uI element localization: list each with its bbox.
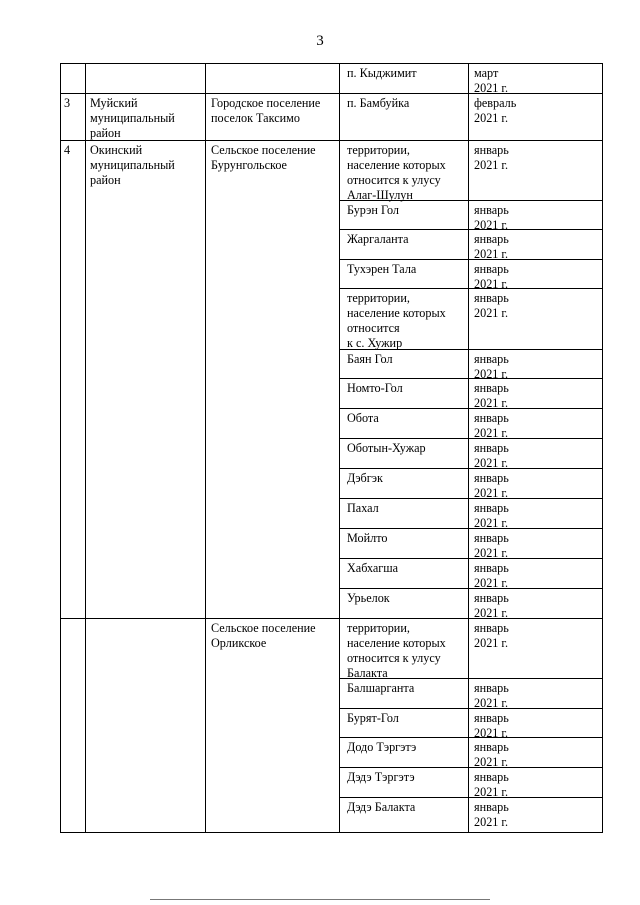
row-number-cell: 4 bbox=[64, 143, 71, 157]
table-column-border bbox=[205, 63, 206, 832]
table-column-border bbox=[339, 63, 340, 832]
date-cell: январь 2021 г. bbox=[474, 770, 509, 799]
table-row-border bbox=[60, 832, 603, 833]
locality-cell: Дэдэ Тэргэтэ bbox=[347, 770, 415, 784]
locality-cell: Обота bbox=[347, 411, 379, 425]
date-cell: январь 2021 г. bbox=[474, 621, 509, 650]
date-cell: январь 2021 г. bbox=[474, 681, 509, 710]
locality-cell: Бурэн Гол bbox=[347, 203, 399, 217]
date-cell: январь 2021 г. bbox=[474, 143, 509, 172]
table-column-border bbox=[85, 63, 86, 832]
locality-cell: Хабхагша bbox=[347, 561, 399, 575]
date-cell: январь 2021 г. bbox=[474, 471, 509, 500]
row-number-cell: 3 bbox=[64, 96, 71, 110]
footer-rule bbox=[150, 899, 490, 900]
locality-cell: Пахал bbox=[347, 501, 379, 515]
locality-cell: Тухэрен Тала bbox=[347, 262, 417, 276]
date-cell: январь 2021 г. bbox=[474, 262, 509, 291]
locality-cell: Номто-Гол bbox=[347, 381, 403, 395]
date-cell: январь 2021 г. bbox=[474, 352, 509, 381]
locality-cell: Додо Тэргэтэ bbox=[347, 740, 417, 754]
locality-cell: территории, население которых относится к улусу Балакта bbox=[347, 621, 446, 680]
date-cell: январь 2021 г. bbox=[474, 501, 509, 530]
date-cell: февраль 2021 г. bbox=[474, 96, 517, 125]
settlement-cell: Городское поселение поселок Таксимо bbox=[211, 96, 321, 125]
date-cell: январь 2021 г. bbox=[474, 381, 509, 410]
settlement-cell: Сельское поселение Орликское bbox=[211, 621, 316, 650]
date-cell: январь 2021 г. bbox=[474, 800, 509, 829]
page-number: 3 bbox=[316, 33, 324, 49]
settlement-cell: Сельское поселение Бурунгольское bbox=[211, 143, 316, 172]
date-cell: январь 2021 г. bbox=[474, 561, 509, 590]
locality-cell: Урьелок bbox=[347, 591, 390, 605]
locality-cell: Бурят-Гол bbox=[347, 711, 399, 725]
date-cell: январь 2021 г. bbox=[474, 441, 509, 470]
locality-cell: Дэдэ Балакта bbox=[347, 800, 416, 814]
locality-cell: Оботын-Хужар bbox=[347, 441, 426, 455]
district-cell: Муйский муниципальный район bbox=[90, 96, 175, 140]
date-cell: январь 2021 г. bbox=[474, 591, 509, 620]
date-cell: январь 2021 г. bbox=[474, 232, 509, 261]
locality-cell: Баян Гол bbox=[347, 352, 393, 366]
locality-cell: территории, население которых относится к улусу Алаг-Шулун bbox=[347, 143, 446, 202]
table-column-border bbox=[60, 63, 61, 832]
date-cell: январь 2021 г. bbox=[474, 711, 509, 740]
locality-cell: территории, население которых относится к с. Хужир bbox=[347, 291, 446, 350]
date-cell: январь 2021 г. bbox=[474, 411, 509, 440]
locality-cell: п. Бамбуйка bbox=[347, 96, 410, 110]
table-row-border bbox=[60, 63, 603, 64]
district-cell: Окинский муниципальный район bbox=[90, 143, 175, 187]
date-cell: январь 2021 г. bbox=[474, 291, 509, 320]
locality-cell: Жаргаланта bbox=[347, 232, 409, 246]
date-cell: январь 2021 г. bbox=[474, 531, 509, 560]
table-column-border bbox=[602, 63, 603, 832]
locality-cell: Балшарганта bbox=[347, 681, 415, 695]
date-cell: март 2021 г. bbox=[474, 66, 509, 95]
locality-cell: п. Кыджимит bbox=[347, 66, 417, 80]
locality-cell: Мойлто bbox=[347, 531, 388, 545]
locality-cell: Дэбгэк bbox=[347, 471, 383, 485]
date-cell: январь 2021 г. bbox=[474, 203, 509, 232]
date-cell: январь 2021 г. bbox=[474, 740, 509, 769]
